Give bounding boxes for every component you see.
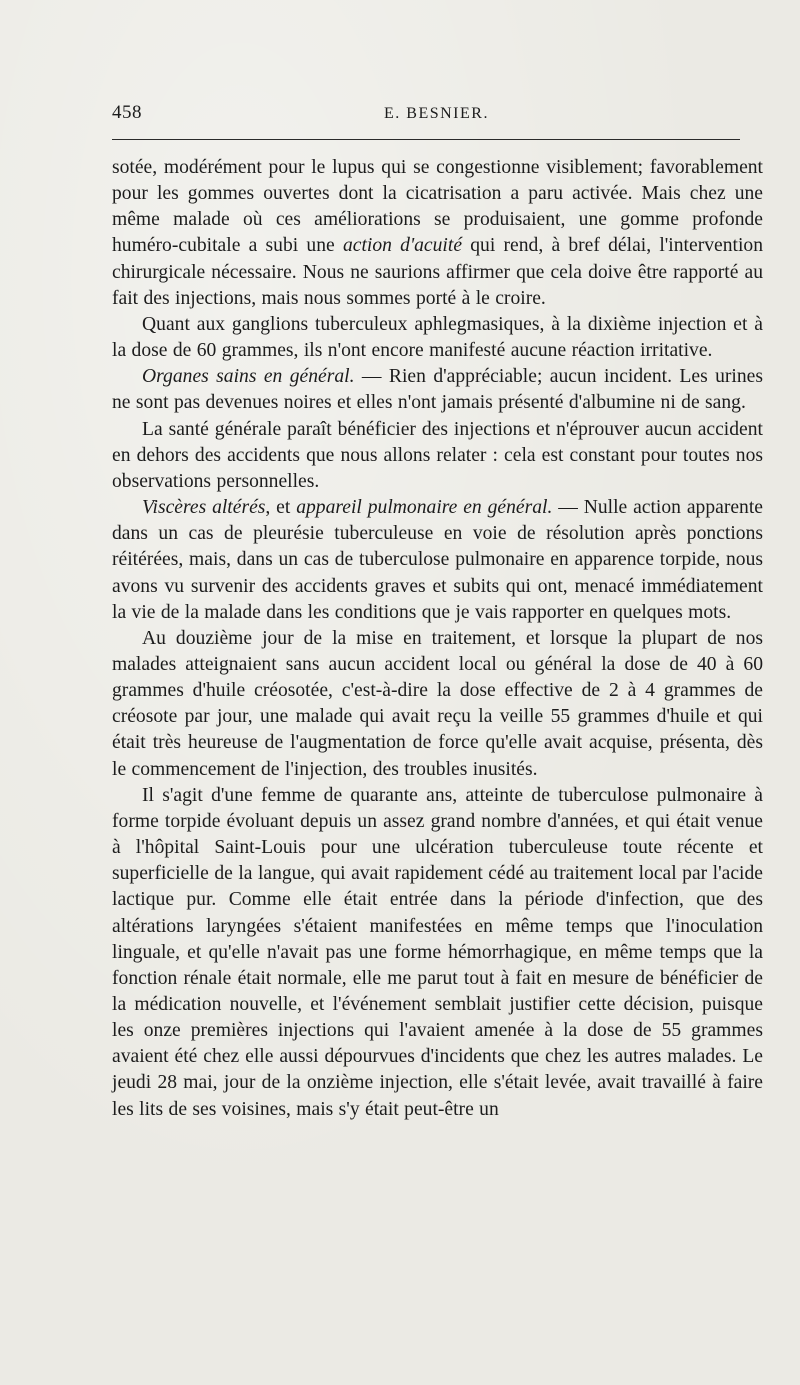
header-rule xyxy=(112,139,740,140)
paragraph xyxy=(112,155,763,312)
italic-text: Organes sains en général. xyxy=(142,366,355,388)
italic-text: appareil pulmonaire en général. xyxy=(296,497,553,519)
running-head xyxy=(112,102,740,130)
text-run: — Rien d'appréciable; aucun incident. Les urines ne sont pas devenues noires et elles n'ont jamais présenté d'albumine ni de sang. xyxy=(112,366,763,414)
text-run: sotée, modérément pour le lupus qui se congestionne visiblement; favorablement pour les gommes ouvertes dont la cicatrisation a paru activée. Mais chez une même malade où ces améliorations se produisaient, une gomme profonde huméro-cubitale a subi une xyxy=(112,157,763,257)
paragraph xyxy=(112,626,763,783)
text-run: La santé générale paraît bénéficier des injections et n'éprouver aucun accident en dehors des accidents que nous allons relater : cela est constant pour toutes nos observations personnelles. xyxy=(112,418,763,492)
page-number: 458 xyxy=(112,102,142,123)
paragraph xyxy=(112,495,763,626)
paragraph xyxy=(112,312,763,364)
text-run: Quant aux ganglions tuberculeux aphlegmasiques, à la dixième injection et à la dose de 60 grammes, ils n'ont encore manifesté aucune réaction irritative. xyxy=(112,313,763,362)
text-run: Au douzième jour de la mise en traitement, et lorsque la plupart de nos malades atteignaient sans aucun accident local ou général la dose de 40 à 60 grammes d'huile créosotée, c'est-à-dire la dose effective de 2 à 4 grammes de créosote par jour, une malade qui avait reçu la veille 55 grammes d'huile et qui était très heureuse de l'augmentation de force qu'elle avait acquise, présenta, dès le commencement de l'injection, des troubles inusités. xyxy=(112,627,763,780)
body-text xyxy=(112,155,763,1123)
text-run: , et xyxy=(265,497,297,519)
paragraph xyxy=(112,417,763,495)
running-head-author: E. BESNIER. xyxy=(384,105,489,122)
italic-text: Viscères altérés xyxy=(142,497,266,519)
text-run: qui rend, à bref délai, l'intervention chirurgicale nécessaire. Nous ne saurions affirmer que cela doive être rapporté au fait des injections, mais nous sommes porté à le croire. xyxy=(112,235,763,309)
text-run: — Nulle action apparente dans un cas de pleurésie tuberculeuse en voie de résolution après ponctions réitérées, mais, dans un cas de tuberculose pulmonaire en apparence torpide, nous avons vu survenir des accidents graves et subits qui ont, menacé immédiatement la vie de la malade dans les conditions que je vais rapporter en quelques mots. xyxy=(112,497,763,623)
italic-text: action d'acuité xyxy=(342,235,463,257)
paragraph xyxy=(112,783,763,1123)
paragraph xyxy=(112,364,763,416)
text-run: Il s'agit d'une femme de quarante ans, atteinte de tuberculose pulmonaire à forme torpide évoluant depuis un assez grand nombre d'années, et qui était venue à l'hôpital Saint-Louis pour une ulcération tuberculeuse toute récente et superficielle de la langue, qui avait rapidement cédé au traitement local par l'acide lactique pur. Comme elle était entrée dans la période d'infection, que des altérations laryngées s'étaient manifestées en même temps que l'inoculation linguale, et qu'elle n'avait pas une forme hémorrhagique, en même temps que la fonction rénale était normale, elle me parut tout à fait en mesure de bénéficier de la médication nouvelle, et l'événement semblait justifier cette décision, puisque les onze premières injections qui l'avaient amenée à la dose de 55 grammes avaient été chez elle aussi dépourvues d'incidents que chez les autres malades. Le jeudi 28 mai, jour de la onzième injection, elle s'était levée, avait travaillé à faire les lits de ses voisines, mais s'y était peut-être un xyxy=(112,784,763,1120)
